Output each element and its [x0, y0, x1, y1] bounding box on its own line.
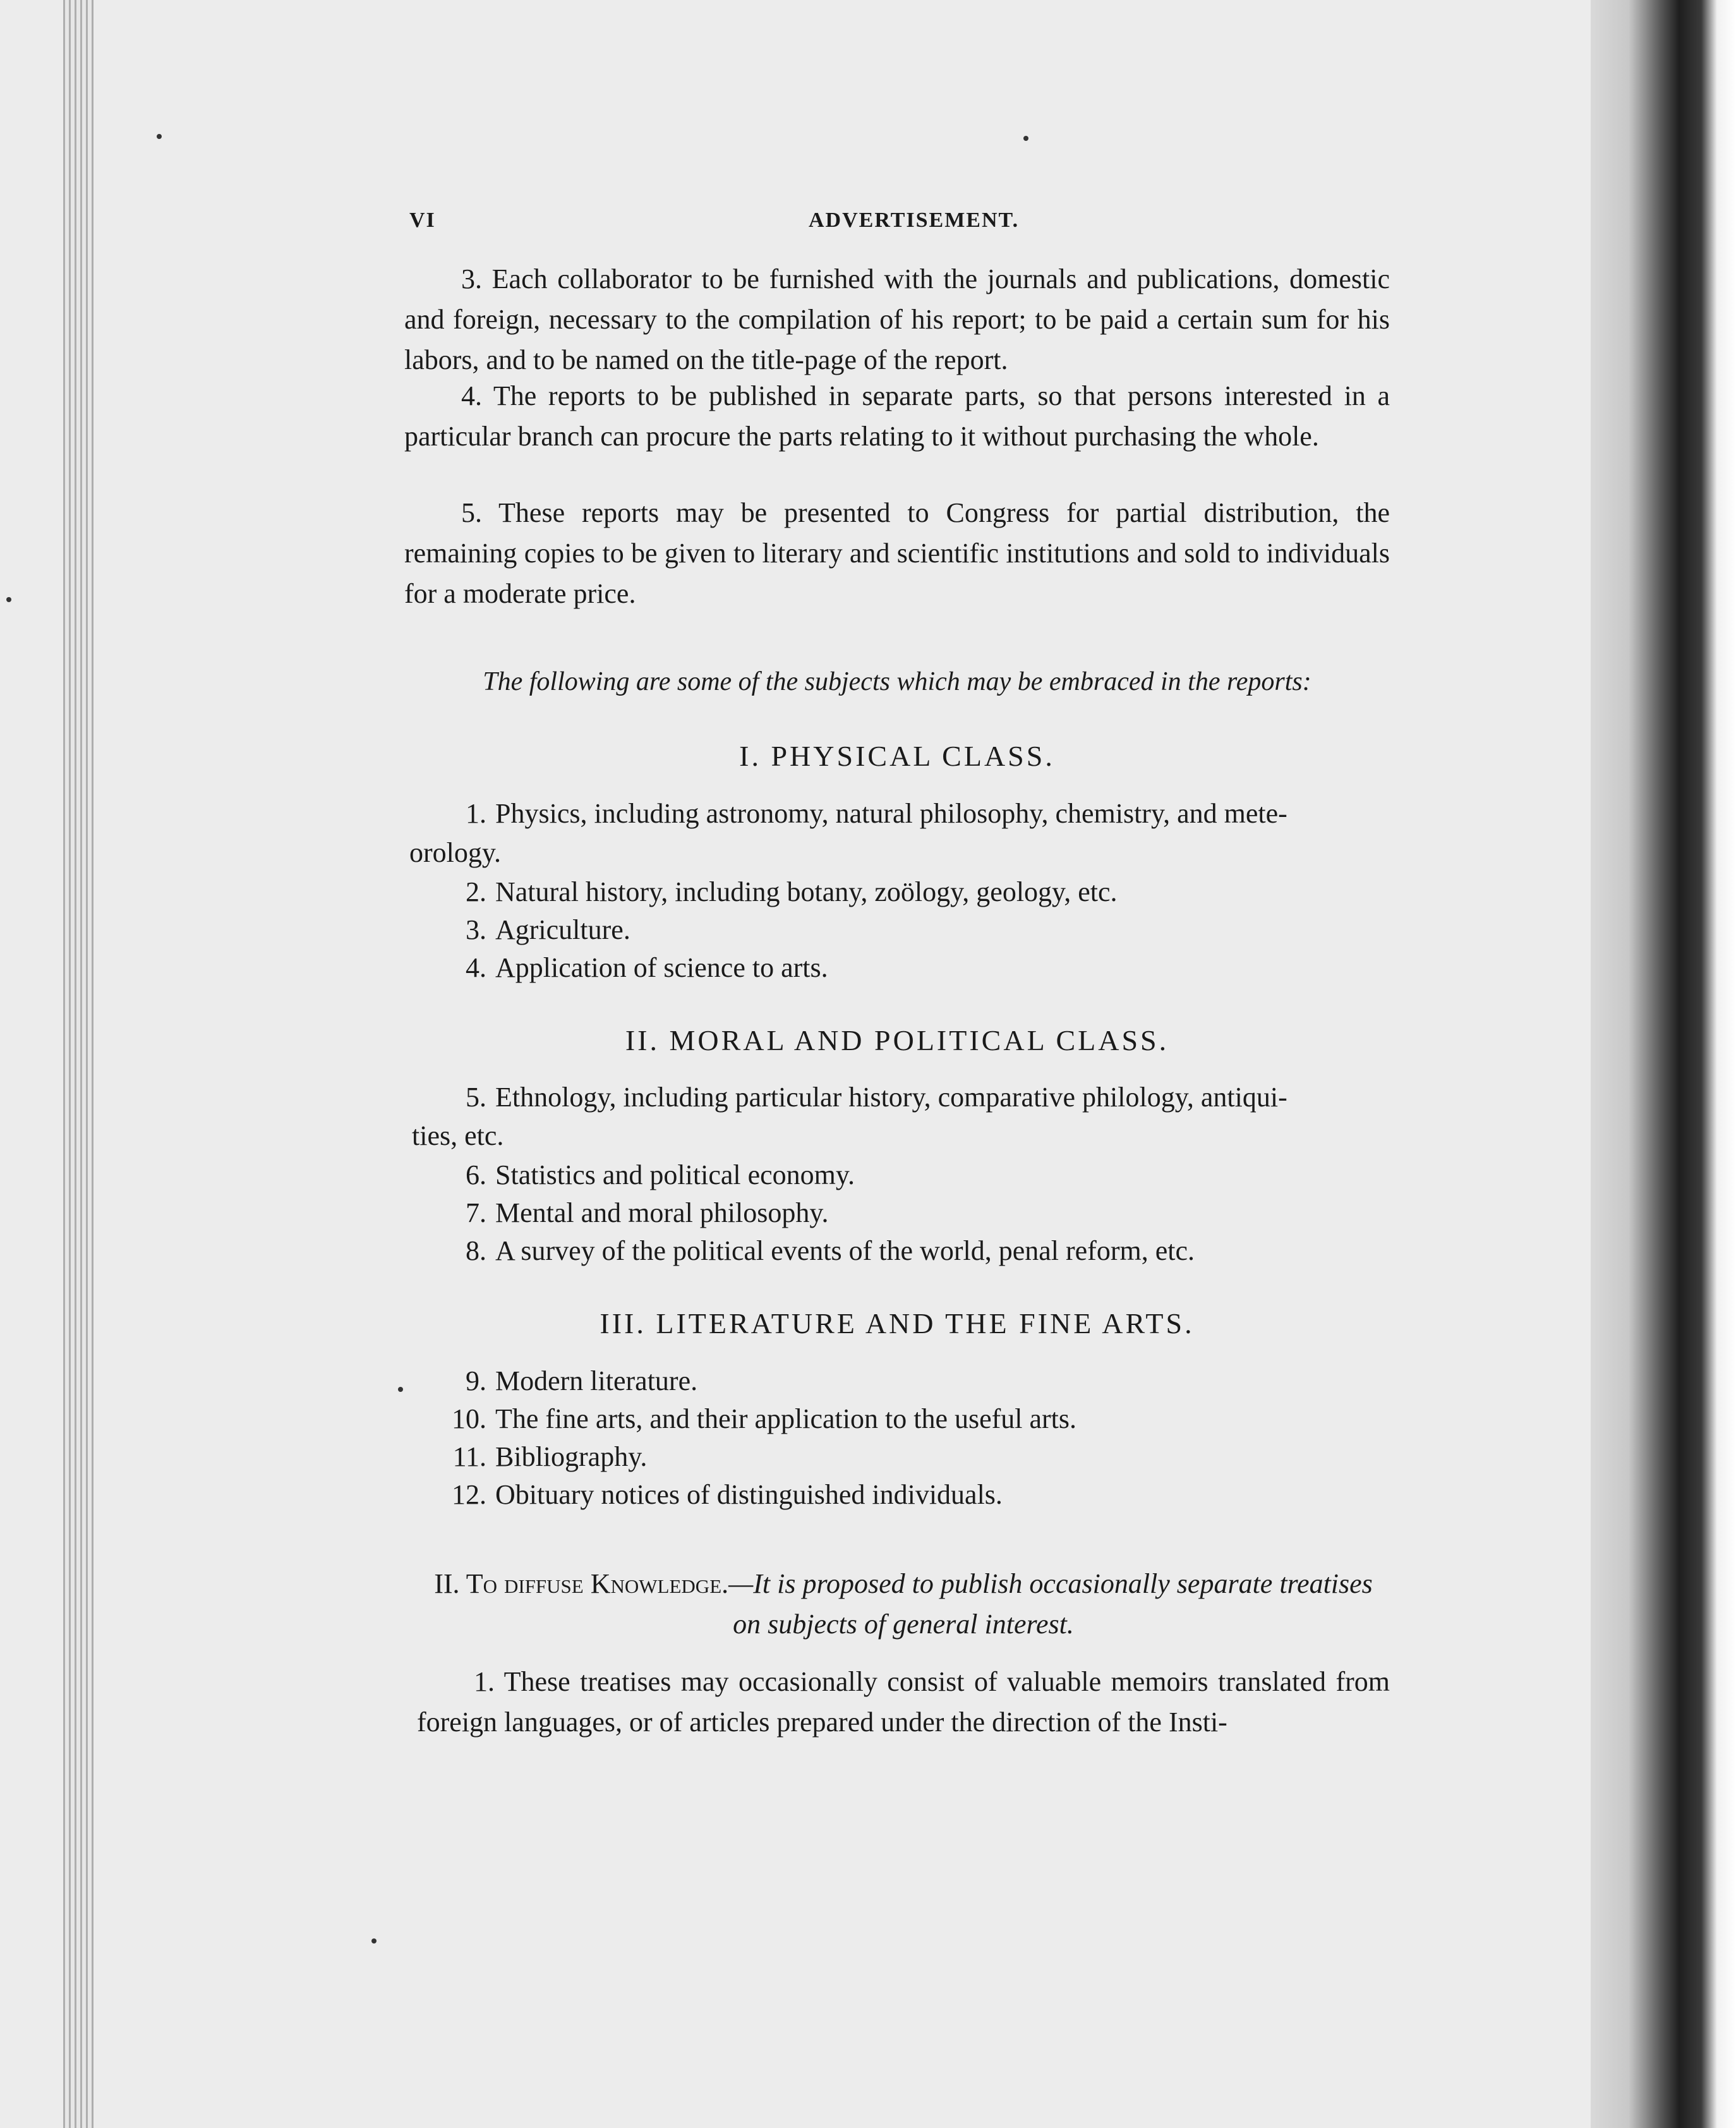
list-item — [436, 1438, 647, 1476]
paragraph-4-block — [404, 376, 1390, 457]
final-paragraph: 1. These treatises may occasionally consist of valuable memoirs translated from foreign languages, or of articles prepared under the direction of the Insti- — [417, 1666, 1390, 1738]
list-item-number: 12. — [452, 1479, 486, 1510]
list-item-text: Modern literature. — [495, 1365, 698, 1396]
list-item — [436, 1362, 697, 1400]
class-heading-literature-fine-arts: III. LITERATURE AND THE FINE ARTS. — [600, 1307, 1195, 1339]
list-item-text: Agriculture. — [495, 914, 630, 945]
list-item-number: 6. — [466, 1159, 486, 1190]
list-item — [436, 911, 630, 949]
scan-speck — [398, 1387, 403, 1392]
running-head — [404, 209, 1390, 246]
diffuse-knowledge-heading — [417, 1564, 1390, 1645]
scan-speck — [371, 1938, 377, 1944]
list-item-continuation: orology. — [409, 837, 502, 868]
paragraph-5-block — [404, 493, 1390, 614]
paragraph-3-block — [404, 259, 1390, 380]
list-item-number: 2. — [466, 876, 486, 907]
left-page-border — [63, 0, 93, 2128]
class-heading-moral-political: II. MORAL AND POLITICAL CLASS. — [625, 1024, 1169, 1056]
list-item-text: Natural history, including botany, zoölogy, geology, etc. — [495, 876, 1118, 907]
list-item-continuation: ties, etc. — [412, 1120, 504, 1151]
list-item-text: Application of science to arts. — [495, 952, 828, 983]
class-heading-physical: I. PHYSICAL CLASS. — [739, 740, 1055, 772]
running-title: ADVERTISEMENT. — [809, 209, 1020, 232]
list-item-number: 1. — [466, 798, 486, 829]
list-item-text: Physics, including astronomy, natural philosophy, chemistry, and mete- — [495, 798, 1287, 829]
diffuse-knowledge-description: —It is proposed to publish occasionally separate treatises on subjects of general interest. — [728, 1568, 1373, 1640]
scan-speck — [157, 134, 162, 139]
list-item-text: Ethnology, including particular history, comparative philology, antiqui- — [495, 1082, 1287, 1113]
list-item — [436, 1194, 829, 1232]
list-item-text: A survey of the political events of the world, penal reform, etc. — [495, 1235, 1195, 1266]
list-item — [436, 1156, 855, 1194]
list-item-number: 4. — [466, 952, 486, 983]
scan-speck — [6, 597, 11, 602]
diffuse-knowledge-lead: II. To diffuse Knowledge. — [434, 1568, 729, 1599]
list-item-number: 3. — [466, 914, 486, 945]
list-item — [436, 1079, 1287, 1116]
list-item-text: Bibliography. — [495, 1441, 648, 1472]
page-folio: VI — [409, 209, 436, 232]
list-item — [436, 1476, 1003, 1514]
list-item-number: 9. — [466, 1365, 486, 1396]
list-item-number: 7. — [466, 1197, 486, 1228]
list-item-number: 5. — [466, 1082, 486, 1113]
list-item-text: Statistics and political economy. — [495, 1159, 855, 1190]
subjects-caption: The following are some of the subjects which may be embraced in the reports: — [483, 667, 1311, 696]
list-item-text: Obituary notices of distinguished individuals. — [495, 1479, 1003, 1510]
list-item — [436, 1232, 1195, 1270]
final-paragraph-block — [417, 1662, 1390, 1743]
paragraph-5: 5. These reports may be presented to Congress for partial distribution, the remaining copies to be given to literary and scientific institutions and sold to individuals for a moderate price. — [404, 497, 1390, 609]
scan-speck — [1023, 136, 1028, 141]
list-item — [436, 1400, 1076, 1438]
list-item-number: 10. — [452, 1403, 486, 1434]
list-item-number: 8. — [466, 1235, 486, 1266]
list-item-number: 11. — [452, 1441, 486, 1472]
list-item-text: Mental and moral philosophy. — [495, 1197, 829, 1228]
book-binding-edge — [1591, 0, 1736, 2128]
paragraph-4: 4. The reports to be published in separate parts, so that persons interested in a particular branch can procure the parts relating to it without purchasing the whole. — [404, 380, 1390, 452]
list-item-text: The fine arts, and their application to the useful arts. — [495, 1403, 1077, 1434]
list-item — [436, 949, 828, 987]
list-item — [436, 873, 1117, 911]
paragraph-3: 3. Each collaborator to be furnished with the journals and publications, domestic and foreign, necessary to the compilation of his report; to be paid a certain sum for his labors, and to be named on the title-page of the report. — [404, 263, 1390, 375]
list-item — [436, 795, 1287, 833]
